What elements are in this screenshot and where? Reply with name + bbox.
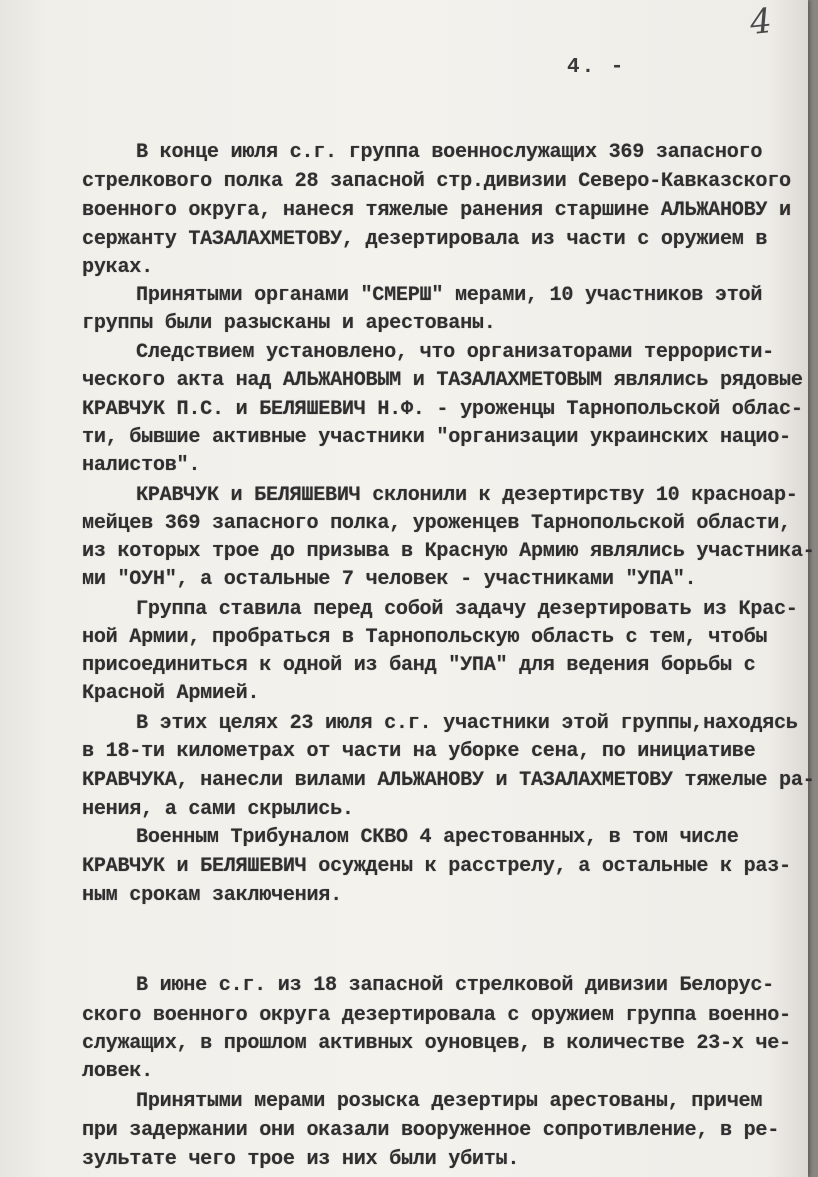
text-line: налистов". [82, 454, 201, 477]
text-line: ной Армии, пробраться в Тарнопольскую область с тем, чтобы [82, 626, 768, 649]
text-line: ческого акта над АЛЬЖАНОВЫМ и ТАЗАЛАХМЕТОВЫМ являлись рядовые [82, 369, 803, 392]
text-line: ловек. [82, 1060, 153, 1083]
text-line: Следствием установлено, что организаторами террористи- [136, 341, 774, 364]
text-line: группы были разысканы и арестованы. [82, 312, 496, 335]
text-line: ным срокам заключения. [82, 884, 342, 907]
text-line: военного округа, нанеся тяжелые ранения старшине АЛЬЖАНОВУ и [82, 199, 791, 222]
text-line: сержанту ТАЗАЛАХМЕТОВУ, дезертировала из части с оружием в [82, 228, 768, 251]
text-line: мейцев 369 запасного полка, уроженцев Тарнопольской области, [82, 512, 791, 535]
text-line: нения, а сами скрылись. [82, 798, 354, 821]
text-line: Военным Трибуналом СКВО 4 арестованных, в том числе [136, 826, 739, 849]
text-line: зультате чего трое из них были убиты. [82, 1148, 520, 1171]
text-line: из которых трое до призыва в Красную Армию являлись участника- [82, 540, 815, 563]
text-line: служащих, в прошлом активных оуновцев, в количестве 23-х че- [82, 1032, 791, 1055]
text-line: КРАВЧУК и БЕЛЯШЕВИЧ склонили к дезертирству 10 красноар- [136, 484, 798, 507]
text-line: КРАВЧУК и БЕЛЯШЕВИЧ осуждены к расстрелу, а остальные к раз- [82, 855, 791, 878]
text-line: ти, бывшие активные участники "организации украинских нацио- [82, 426, 791, 449]
text-line: В июне с.г. из 18 запасной стрелковой дивизии Белорус- [136, 974, 774, 997]
text-line: КРАВЧУКА, нанесли вилами АЛЬЖАНОВУ и ТАЗАЛАХМЕТОВУ тяжелые ра- [82, 769, 815, 792]
text-line: Принятыми мерами розыска дезертиры арестованы, причем [136, 1090, 763, 1113]
text-line: ми "ОУН", а остальные 7 человек - участниками "УПА". [82, 568, 697, 591]
text-line: Принятыми органами "СМЕРШ" мерами, 10 участников этой [136, 284, 763, 307]
text-line: ского военного округа дезертировала с оружием группа военно- [82, 1004, 791, 1027]
text-line: КРАВЧУК П.С. и БЕЛЯШЕВИЧ Н.Ф. - уроженцы Тарнопольской облас- [82, 398, 803, 421]
page-number: 4. - [567, 56, 626, 79]
handwritten-page-mark: 4 [747, 0, 774, 44]
text-line: Группа ставила перед собой задачу дезертировать из Крас- [136, 598, 798, 621]
text-line: Красной Армией. [82, 682, 260, 705]
text-line: стрелкового полка 28 запасной стр.дивизии Северо-Кавказского [82, 170, 791, 193]
text-line: присоединиться к одной из банд "УПА" для ведения борьбы с [82, 654, 756, 677]
text-line: В этих целях 23 июля с.г. участники этой группы,находясь [136, 712, 798, 735]
text-line: в 18-ти километрах от части на уборке сена, по инициативе [82, 740, 756, 763]
text-line: руках. [82, 256, 153, 279]
text-line: при задержании они оказали вооруженное сопротивление, в ре- [82, 1119, 780, 1142]
text-line: В конце июля с.г. группа военнослужащих 369 запасного [136, 141, 763, 164]
